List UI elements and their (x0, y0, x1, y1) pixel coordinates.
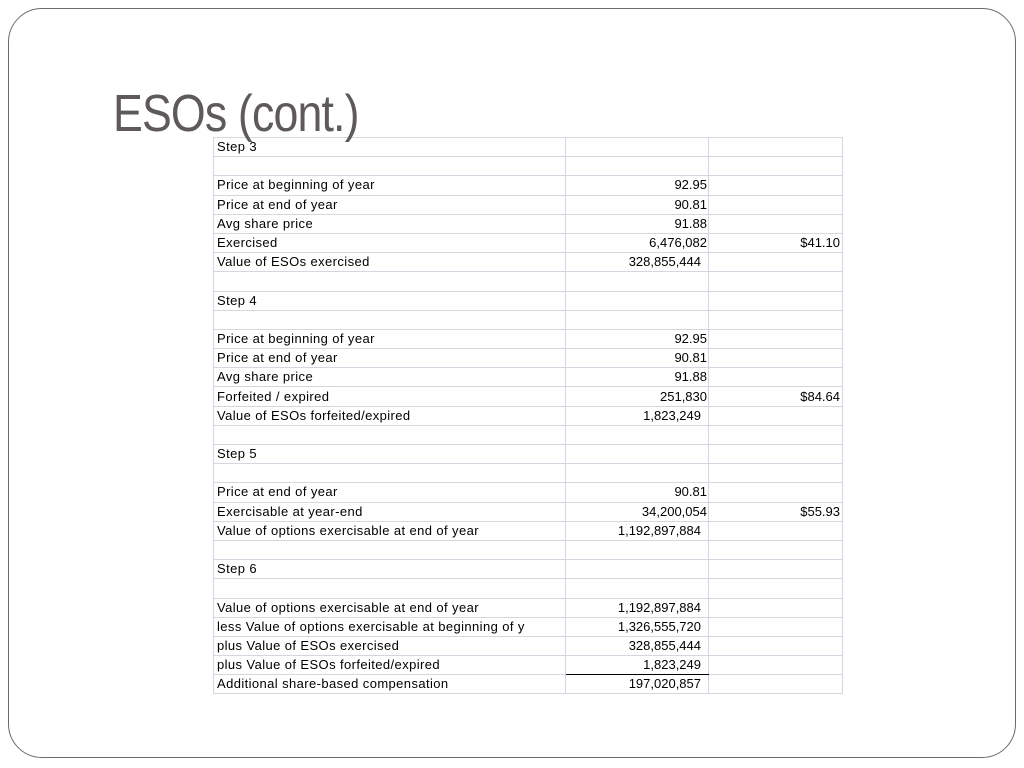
row-value: 34,200,054 (566, 502, 709, 521)
row-extra: $84.64 (709, 387, 843, 406)
row-value: 1,823,249 (566, 656, 709, 675)
table-row (214, 157, 843, 176)
row-value: 328,855,444 (566, 253, 709, 272)
table-row (214, 387, 843, 406)
row-extra (709, 349, 843, 368)
row-value: 90.81 (566, 195, 709, 214)
row-extra (709, 176, 843, 195)
table-row (214, 579, 843, 598)
row-value (566, 464, 709, 483)
row-value: 197,020,857 (566, 675, 709, 694)
row-label: Price at beginning of year (214, 176, 566, 195)
row-label: Exercised (214, 233, 566, 252)
row-extra (709, 560, 843, 579)
row-label: plus Value of ESOs forfeited/expired (214, 656, 566, 675)
table-row (214, 560, 843, 579)
row-label (214, 464, 566, 483)
row-label: Value of ESOs forfeited/expired (214, 406, 566, 425)
row-extra: $41.10 (709, 233, 843, 252)
row-label: Value of options exercisable at end of year (214, 521, 566, 540)
row-label: Step 5 (214, 445, 566, 464)
row-value: 1,823,249 (566, 406, 709, 425)
row-value: 328,855,444 (566, 636, 709, 655)
row-extra (709, 425, 843, 444)
row-label: Price at beginning of year (214, 329, 566, 348)
row-extra (709, 368, 843, 387)
table-row (214, 464, 843, 483)
row-label: Exercisable at year-end (214, 502, 566, 521)
row-extra (709, 291, 843, 310)
table-row (214, 329, 843, 348)
table-row (214, 272, 843, 291)
row-extra (709, 521, 843, 540)
row-label: Price at end of year (214, 483, 566, 502)
row-value (566, 291, 709, 310)
table-row (214, 521, 843, 540)
table-row (214, 675, 843, 694)
row-label (214, 310, 566, 329)
row-label: Price at end of year (214, 195, 566, 214)
row-value: 90.81 (566, 483, 709, 502)
row-label: Forfeited / expired (214, 387, 566, 406)
row-extra (709, 636, 843, 655)
row-label (214, 579, 566, 598)
row-label: plus Value of ESOs exercised (214, 636, 566, 655)
table-row (214, 445, 843, 464)
row-value: 1,326,555,720 (566, 617, 709, 636)
table-row (214, 368, 843, 387)
row-value (566, 425, 709, 444)
row-label: Step 6 (214, 560, 566, 579)
row-extra (709, 138, 843, 157)
row-value (566, 310, 709, 329)
spreadsheet-table (213, 137, 843, 694)
row-extra (709, 157, 843, 176)
table-row (214, 291, 843, 310)
row-value (566, 445, 709, 464)
row-value: 6,476,082 (566, 233, 709, 252)
row-extra (709, 598, 843, 617)
table-row (214, 502, 843, 521)
table-row (214, 656, 843, 675)
row-extra: $55.93 (709, 502, 843, 521)
row-label: Price at end of year (214, 349, 566, 368)
table-row (214, 483, 843, 502)
row-value: 90.81 (566, 349, 709, 368)
row-extra (709, 675, 843, 694)
row-value (566, 560, 709, 579)
row-value: 92.95 (566, 176, 709, 195)
row-value: 251,830 (566, 387, 709, 406)
row-extra (709, 253, 843, 272)
row-value: 1,192,897,884 (566, 521, 709, 540)
row-extra (709, 272, 843, 291)
table-row (214, 636, 843, 655)
row-extra (709, 464, 843, 483)
table-row (214, 598, 843, 617)
table-row (214, 253, 843, 272)
row-extra (709, 214, 843, 233)
slide-title: ESOs (cont.) (113, 85, 359, 143)
row-label (214, 540, 566, 559)
row-label: less Value of options exercisable at beginning of y (214, 617, 566, 636)
row-label: Step 3 (214, 138, 566, 157)
row-label: Avg share price (214, 214, 566, 233)
row-label: Step 4 (214, 291, 566, 310)
row-value: 92.95 (566, 329, 709, 348)
table-row (214, 233, 843, 252)
row-label: Avg share price (214, 368, 566, 387)
table-row (214, 425, 843, 444)
row-label: Value of options exercisable at end of year (214, 598, 566, 617)
table-row (214, 195, 843, 214)
table-row (214, 540, 843, 559)
row-extra (709, 579, 843, 598)
table-row (214, 310, 843, 329)
row-value (566, 540, 709, 559)
row-extra (709, 406, 843, 425)
row-label (214, 272, 566, 291)
row-value (566, 138, 709, 157)
row-extra (709, 310, 843, 329)
table-row (214, 349, 843, 368)
row-value: 91.88 (566, 368, 709, 387)
row-extra (709, 329, 843, 348)
table-row (214, 406, 843, 425)
table-row (214, 176, 843, 195)
row-label: Value of ESOs exercised (214, 253, 566, 272)
table-row (214, 617, 843, 636)
row-extra (709, 483, 843, 502)
table-row (214, 214, 843, 233)
row-extra (709, 195, 843, 214)
row-value: 1,192,897,884 (566, 598, 709, 617)
row-label: Additional share-based compensation (214, 675, 566, 694)
row-value (566, 157, 709, 176)
row-label (214, 157, 566, 176)
row-extra (709, 540, 843, 559)
row-extra (709, 656, 843, 675)
row-value (566, 579, 709, 598)
row-extra (709, 445, 843, 464)
row-extra (709, 617, 843, 636)
row-value: 91.88 (566, 214, 709, 233)
row-value (566, 272, 709, 291)
row-label (214, 425, 566, 444)
